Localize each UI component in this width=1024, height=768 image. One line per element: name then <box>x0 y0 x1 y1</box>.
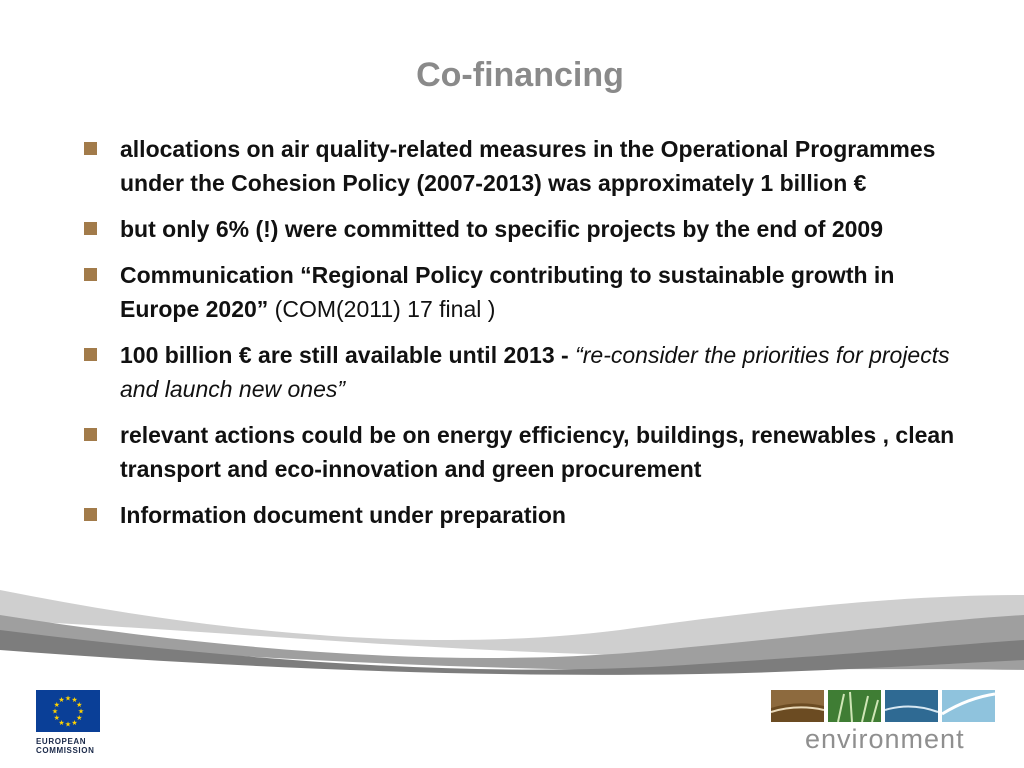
bullet-text: Communication “Regional Policy contributing to sustainable growth in Europe 2020” <box>120 262 895 322</box>
eu-star-icon: ★ <box>76 702 83 709</box>
bullet-text: relevant actions could be on energy efficiency, buildings, renewables , clean transport and eco-innovation and green procurement <box>120 422 955 482</box>
eu-star-icon: ★ <box>53 702 60 709</box>
environment-logo <box>771 690 1001 754</box>
eu-logo-line-1: EUROPEAN <box>36 737 87 746</box>
grass-tile-icon <box>828 690 881 722</box>
eu-star-icon: ★ <box>64 721 72 729</box>
bullet-list <box>84 132 964 544</box>
square-bullet-icon <box>84 268 97 281</box>
bullet-text: 100 billion € are still available until 2013 - <box>120 342 576 368</box>
bullet-item <box>84 418 964 486</box>
eu-star-icon: ★ <box>71 697 78 705</box>
bullet-text: Information document under preparation <box>120 502 566 528</box>
eu-star-icon: ★ <box>58 719 65 727</box>
environment-wordmark: environment <box>805 724 965 754</box>
bullet-item <box>84 212 964 246</box>
bullet-item <box>84 132 964 200</box>
field-tile-icon <box>771 690 824 722</box>
eu-flag-icon <box>36 690 100 732</box>
sky-tile-icon <box>942 690 995 722</box>
bullet-text: but only 6% (!) were committed to specific projects by the end of 2009 <box>120 216 883 242</box>
square-bullet-icon <box>84 222 97 235</box>
eu-star-icon: ★ <box>64 695 72 703</box>
background-waves <box>0 560 1024 680</box>
square-bullet-icon <box>84 348 97 361</box>
eu-star-icon: ★ <box>51 708 59 716</box>
eu-star-icon: ★ <box>58 697 65 705</box>
bullet-item <box>84 338 964 406</box>
european-commission-logo <box>36 690 102 755</box>
eu-star-icon: ★ <box>53 715 60 722</box>
square-bullet-icon <box>84 428 97 441</box>
bullet-text: allocations on air quality-related measures in the Operational Programmes under the Cohesion Policy (2007-2013) was approximately 1 billion € <box>120 136 936 196</box>
eu-star-icon: ★ <box>76 715 83 722</box>
slide-title: Co-financing <box>416 56 624 94</box>
bullet-text: (COM(2011) 17 final ) <box>268 296 496 322</box>
bullet-item <box>84 498 964 532</box>
square-bullet-icon <box>84 508 97 521</box>
eu-star-icon: ★ <box>71 719 78 727</box>
bullet-text: “re-consider the priorities for projects and launch new ones” <box>120 342 950 402</box>
eu-logo-line-2: COMMISSION <box>36 746 95 755</box>
square-bullet-icon <box>84 142 97 155</box>
bullet-item <box>84 258 964 326</box>
water-tile-icon <box>885 690 938 722</box>
eu-star-icon: ★ <box>77 708 85 716</box>
